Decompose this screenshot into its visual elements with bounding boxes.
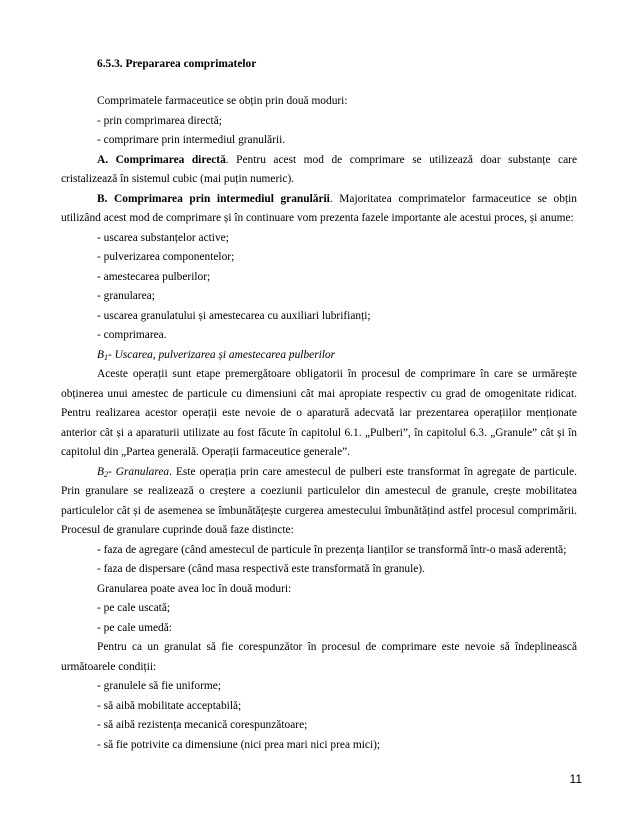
subsection-b1-title: $B_1-$ Uscarea, pulverizarea și amestecarea pulberilor [97,348,336,362]
section-heading: 6.5.3. Prepararea comprimatelor [97,58,257,70]
list-item: - uscarea granulatului și amestecarea cu auxiliari lubrifianți; [97,309,371,322]
section-a-paragraph [61,151,577,190]
list-item: - faza de agregare (când amestecul de particule în prezența lianților se transformă într-o masă aderentă; [97,543,567,556]
list-item: - granularea; [97,290,155,302]
document-body [61,92,577,755]
subsection-b1-paragraph: Aceste operații sunt etape premergătoare obligatorii în procesul de comprimare în care se urmărește obținerea unui amestec de particule cu dimensiuni cât mai apropiate respectiv cu grad de omogenitate ridicat. Pentru realizarea acestor operații este nevoie de o aparatură adecvată iar prezentarea operațiilor menționate anterior cât și a aparaturii utilizate au fost făcute în capitolul 6.1. „Pulberi”, în capitolul 6.3. „Granule” cât și în capitolul din „Partea generală. Operații farmaceutice generale”. [61,368,577,458]
list-item: - să fie potrivite ca dimensiune (nici prea mari nici prea mici); [97,738,381,751]
list-item: - amestecarea pulberilor; [97,270,211,283]
list-item: - să aibă rezistența mecanică corespunzătoare; [97,719,308,731]
page-number: 11 [569,772,582,786]
list-item: - pe cale umedă: [97,621,172,634]
subsection-b2-title: $B_2-$ Granularea [97,465,170,479]
list-item: - să aibă mobilitate acceptabilă; [97,699,242,712]
granulation-modes-intro: Granularea poate avea loc în două moduri: [97,582,292,595]
list-item: - comprimarea. [97,329,167,341]
list-item: - granulele să fie uniforme; [97,680,221,692]
conditions-intro: Pentru ca un granulat să fie corespunzător în procesul de comprimare este nevoie să îndeplinească următoarele condiții: [61,641,577,673]
section-b-paragraph [61,190,577,229]
section-a-text: . Pentru acest mod de comprimare se utilizează doar substanțe care cristalizează în sistemul cubic (mai puțin numeric). [61,153,577,185]
intro-paragraph: Comprimatele farmaceutice se obțin prin două moduri: [97,95,348,107]
section-a-label: A. Comprimarea directă [97,153,226,166]
list-item: - comprimare prin intermediul granulării. [97,134,286,146]
list-item: - pe cale uscată; [97,602,171,614]
list-item: - faza de dispersare (când masa respectivă este transformată în granule). [97,563,425,575]
section-b-text: . Majoritatea comprimatelor farmaceutice se obțin utilizând acest mod de comprimare și în continuare vom prezenta fazele importante ale acestui proces, și anume: [61,192,577,224]
list-item: - prin comprimarea directă; [97,114,222,127]
subsection-b2-paragraph: $B_2-$ Granularea. Este operația prin care amestecul de pulberi este transformat în agregate de particule. Prin granulare se realizează o creștere a coeziunii particulelor din amestecul de granule, crește mobilitatea particulelor cât și de asemenea se îmbunătățește curgerea amestecului îmbunătățind astfel procesul comprimării. Procesul de granulare cuprinde două faze distincte: [61,465,577,536]
section-b-label: B. Comprimarea prin intermediul granulării [97,192,330,205]
list-item: - uscarea substanțelor active; [97,231,229,244]
list-item: - pulverizarea componentelor; [97,251,235,263]
